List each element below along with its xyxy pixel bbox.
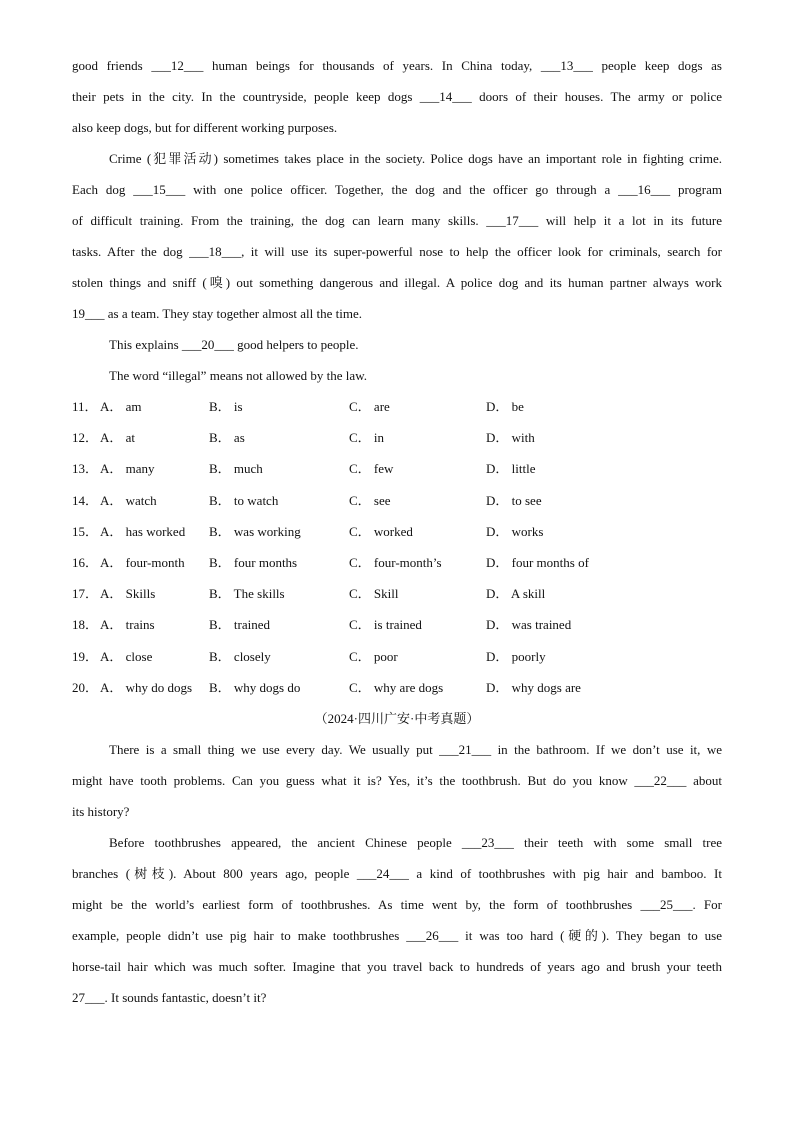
question-number: 17． [72,586,99,602]
question-number: 12． [72,430,99,446]
option-a: A． close [100,648,153,664]
question-row [72,485,722,516]
option-b: B． is [209,399,243,414]
option-b: B． trained [209,617,271,633]
option-d: D． with [486,430,535,446]
passage-line: There is a small thing we use every day. We usually put ___21___ in the bathroom. If we don’t use it, we [109,741,722,757]
option-a: A． four-month [100,554,185,570]
document-page [72,50,722,1013]
question-number: 19． [72,648,99,664]
question-number: 15． [72,523,99,539]
option-d: D． A skill [486,586,546,602]
question-row [72,547,722,578]
option-a: A． Skills [100,586,156,602]
passage-line: their pets in the city. In the countryside, people keep dogs ___14___ doors of their houses. The army or police [72,89,722,104]
passage-line: tasks. After the dog ___18___, it will use its super-powerful nose to help the officer look for criminals, search for [72,244,722,259]
passage-line: example, people didn’t use pig hair to make toothbrushes ___26___ it was too hard (硬的). They began to use [72,927,722,943]
option-c: C． Skill [349,586,399,602]
question-row [72,453,722,484]
passage-line: might be the world’s earliest form of toothbrushes. As time went by, the form of toothbrushes ___25___. For [72,896,722,912]
passage-line: Each dog ___15___ with one police officer. Together, the dog and the officer go through a ___16___ program [72,182,722,197]
passage-line: horse-tail hair which was much softer. Imagine that you travel back to hundreds of years ago and brush your teeth [72,958,722,974]
passage-line: Before toothbrushes appeared, the ancient Chinese people ___23___ their teeth with some small tree [109,834,722,850]
option-c: C． is trained [349,617,422,633]
passage-line: 27___. It sounds fantastic, doesn’t it? [72,989,267,1005]
option-d: D． why dogs are [486,679,581,695]
passage-line: This explains ___20___ good helpers to people. [109,337,359,352]
option-a: A． many [100,461,155,477]
option-d: D． was trained [486,617,572,633]
passage-line: good friends ___12___ human beings for thousands of years. In China today, ___13___ people keep dogs as [72,58,722,73]
option-b: B． four months [209,554,298,570]
option-b: B． was working [209,523,301,539]
passage-toothbrush [72,734,722,1013]
question-row [72,641,722,672]
passage-line: of difficult training. From the training, the dog can learn many skills. ___17___ will help it a lot in its future [72,213,722,228]
option-a: A． at [100,430,136,446]
question-row [72,516,722,547]
passage-line: Crime (犯罪活动) sometimes takes place in the society. Police dogs have an important role in fighting crime. [109,151,722,166]
question-row [72,422,722,453]
question-row [72,672,722,703]
option-d: D． four months of [486,554,589,570]
question-number: 18． [72,617,99,633]
option-c: C． why are dogs [349,679,444,695]
option-c: C． few [349,461,394,477]
option-b: B． closely [209,648,271,664]
question-row [72,609,722,640]
option-a: A． why do dogs [100,679,193,695]
option-a: A． am [100,399,142,414]
passage-line: its history? [72,803,130,819]
option-d: D． be [486,399,524,414]
option-b: B． to watch [209,492,279,508]
option-c: C． worked [349,523,413,539]
option-c: C． four-month’s [349,554,442,570]
passage-line: might have tooth problems. Can you guess what it is? Yes, it’s the toothbrush. But do you know ___22___ about [72,772,722,788]
option-d: D． to see [486,492,542,508]
option-a: A． trains [100,617,155,633]
option-c: C． poor [349,648,398,664]
passage-line: 19___ as a team. They stay together almost all the time. [72,306,363,321]
question-number: 11． [72,399,98,414]
option-d: D． little [486,461,536,477]
option-d: D． works [486,523,544,539]
option-a: A． watch [100,492,157,508]
passage-line: also keep dogs, but for different working purposes. [72,120,338,135]
passage-dogs [72,50,722,391]
passage-line: The word “illegal” means not allowed by the law. [109,368,367,383]
passage-line: branches (树枝). About 800 years ago, people ___24___ a kind of toothbrushes with pig hair and bamboo. It [72,865,722,881]
question-row [72,391,722,422]
source-label: （2024·四川广安·中考真题） [314,710,480,726]
option-b: B． The skills [209,586,285,602]
option-a: A． has worked [100,523,186,539]
option-c: C． see [349,492,391,508]
question-row [72,578,722,609]
question-number: 14． [72,492,99,508]
question-number: 20． [72,679,99,695]
passage-line: stolen things and sniff (嗅) out something dangerous and illegal. A police dog and its human partner always work [72,275,722,290]
option-b: B． as [209,430,245,446]
question-number: 13． [72,461,99,477]
option-b: B． why dogs do [209,679,301,695]
option-b: B． much [209,461,263,477]
option-c: C． are [349,399,390,414]
question-number: 16． [72,554,99,570]
option-c: C． in [349,430,385,446]
options-list [72,391,722,703]
option-d: D． poorly [486,648,546,664]
